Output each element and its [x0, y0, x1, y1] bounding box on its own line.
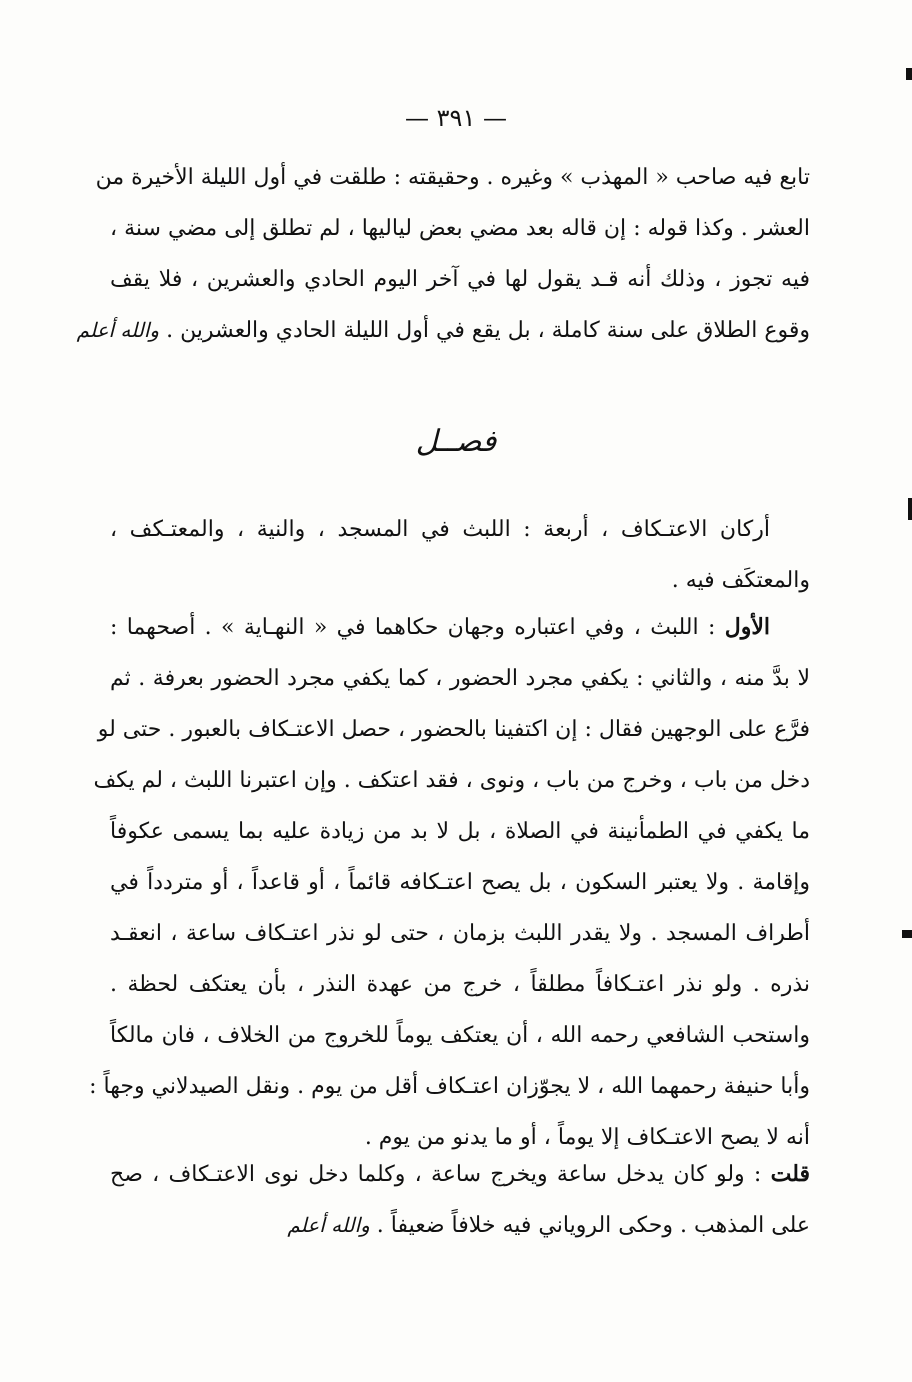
text-line	[110, 1149, 810, 1200]
text-line-content: على المذهب . وحكى الروياني فيه خلافاً ضعيفاً .	[376, 1213, 810, 1238]
paragraph-1	[76, 152, 811, 356]
text-line: ما يكفي في الطمأنينة في الصلاة ، بل لا بد من زيادة عليه بما يسمى عكوفاً	[110, 819, 810, 844]
paragraph-2	[110, 504, 810, 606]
text-line-content: : ولو كان يدخل ساعة ويخرج ساعة ، وكلما دخل نوى الاعتـكاف ، صح	[110, 1162, 762, 1187]
text-line	[110, 602, 810, 653]
text-line: العشر . وكذا قوله : إن قاله بعد مضي بعض لياليها ، لم تطلق إلى مضي سنة ،	[110, 216, 810, 241]
text-line	[76, 305, 810, 356]
scan-edge-mark	[906, 68, 912, 80]
closing-phrase: والله أعلم	[76, 318, 160, 342]
text-line: أنه لا يصح الاعتـكاف إلا يوماً ، أو ما يدنو من يوم .	[364, 1125, 810, 1150]
section-heading: فصــل	[415, 424, 497, 459]
paragraph-lead-word: قلت	[770, 1161, 810, 1187]
text-line: تابع فيه صاحب « المهذب » وغيره . وحقيقته : طلقت في أول الليلة الأخيرة من	[95, 165, 810, 190]
paragraph-lead-word: الأول	[724, 614, 770, 640]
scan-edge-mark	[902, 930, 912, 938]
scan-edge-mark	[908, 498, 912, 520]
text-line: أطراف المسجد . ولا يقدر اللبث بزمان ، حتى لو نذر اعتـكاف ساعة ، انعقـد	[110, 921, 810, 946]
text-line: لا بدَّ منه ، والثاني : يكفي مجرد الحضور ، كما يكفي مجرد الحضور بعرفة . ثم	[110, 666, 810, 691]
page-number: — ٣٩١ —	[405, 104, 507, 132]
text-line: فيه تجوز ، وذلك أنه قـد يقول لها في آخر اليوم الحادي والعشرين ، فلا يقف	[110, 267, 811, 292]
text-line: وإقامة . ولا يعتبر السكون ، بل يصح اعتـكافه قائماً ، أو قاعداً ، أو متردداً في	[110, 870, 810, 895]
text-line: نذره . ولو نذر اعتـكافاً مطلقاً ، خرج من عهدة النذر ، بأن يعتكف لحظة .	[110, 972, 810, 997]
text-line-content: وقوع الطلاق على سنة كاملة ، بل يقع في أول الليلة الحادي والعشرين .	[166, 318, 810, 343]
text-line: أركان الاعتـكاف ، أربعة : اللبث في المسجد ، والنية ، والمعتـكف ،	[110, 517, 770, 542]
text-line-content: : اللبث ، وفي اعتباره وجهان حكاهما في « النهـاية » . أصحهما :	[110, 615, 716, 640]
text-line: فرَّع على الوجهين فقال : إن اكتفينا بالحضور ، حصل الاعتـكاف بالعبور . حتى لو	[97, 717, 810, 742]
text-line: والمعتكَف فيه .	[671, 568, 810, 593]
text-line	[110, 1200, 810, 1251]
text-line: وأبا حنيفة رحمهما الله ، لا يجوّزان اعتـكاف أقل من يوم . ونقل الصيدلاني وجهاً :	[89, 1074, 810, 1099]
paragraph-3	[89, 602, 810, 1163]
paragraph-4	[110, 1149, 810, 1251]
text-line: واستحب الشافعي رحمه الله ، أن يعتكف يوماً للخروج من الخلاف ، فان مالكاً	[110, 1023, 810, 1048]
text-line: دخل من باب ، وخرج من باب ، ونوى ، فقد اعتكف . وإن اعتبرنا اللبث ، لم يكف	[93, 768, 810, 793]
closing-phrase: والله أعلم	[287, 1213, 370, 1237]
